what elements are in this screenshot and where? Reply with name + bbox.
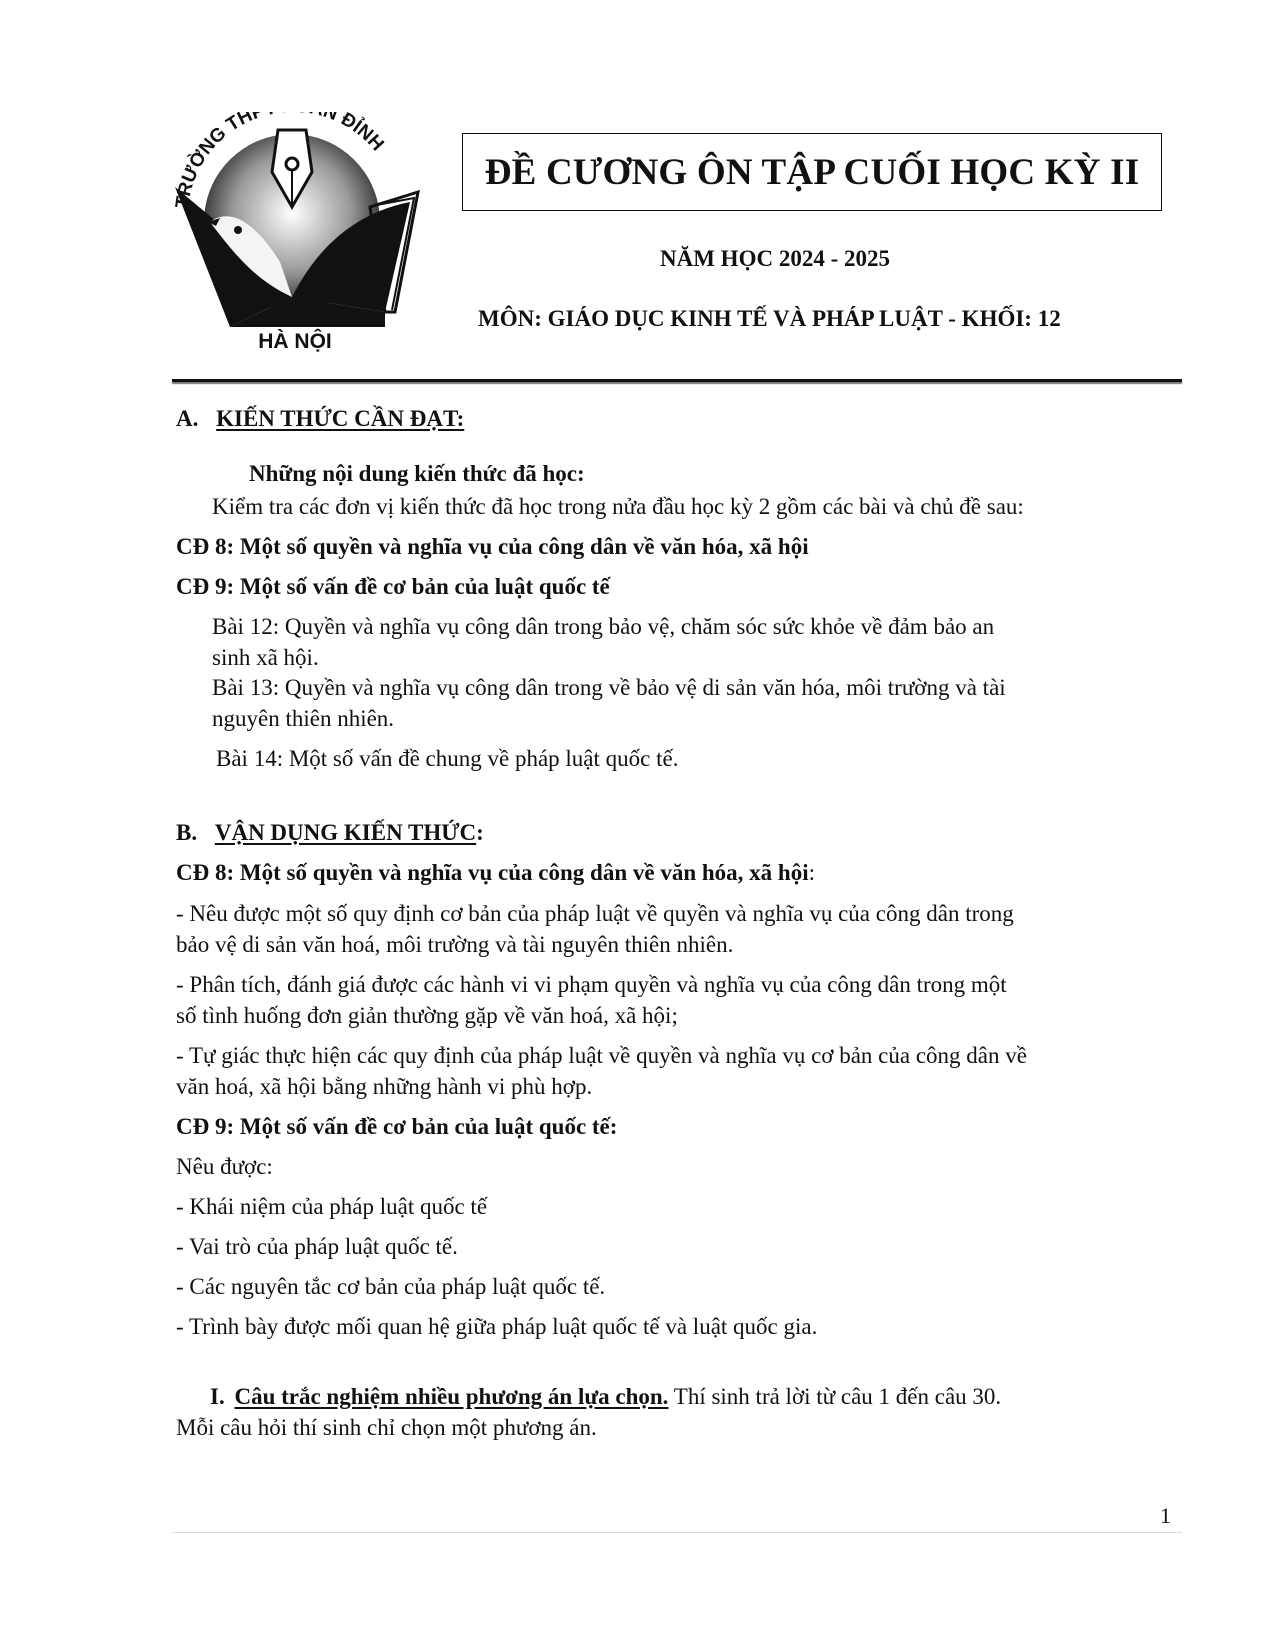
- section-a-title: KIẾN THỨC CẦN ĐẠT:: [216, 406, 465, 431]
- part-i-prefix: I.: [210, 1384, 225, 1409]
- section-b-heading: [176, 818, 484, 848]
- section-b-cd8-title: CĐ 8: Một số quyền và nghĩa vụ của công dân về văn hóa, xã hội: [176, 860, 809, 885]
- cd8-item-3-line2: văn hoá, xã hội bằng những hành vi phù hợp.: [176, 1074, 593, 1099]
- logo-arc-text: TRƯỜNG THP N ĐỈNH: [172, 112, 388, 210]
- lesson-12-line2: sinh xã hội.: [212, 645, 319, 670]
- section-a-heading: [176, 404, 464, 434]
- part-i-text: Thí sinh trả lời từ câu 1 đến câu 30.: [668, 1384, 1002, 1409]
- section-b-cd8-colon: :: [808, 860, 815, 885]
- title-box: [462, 133, 1162, 211]
- school-year: NĂM HỌC 2024 - 2025: [660, 246, 890, 271]
- footer-divider: [172, 1532, 1182, 1533]
- lesson-14-line1: Bài 14: Một số vấn đề chung về pháp luật quốc tế.: [216, 746, 679, 771]
- section-b-colon: :: [476, 820, 484, 845]
- section-b-cd8: [176, 858, 815, 888]
- page-title: ĐỀ CƯƠNG ÔN TẬP CUỐI HỌC KỲ II: [484, 151, 1140, 193]
- section-a-cd8: CĐ 8: Một số quyền và nghĩa vụ của công dân về văn hóa, xã hội: [176, 534, 809, 559]
- section-a-prefix: A.: [176, 406, 199, 431]
- cd9-intro: Nêu được:: [176, 1154, 273, 1179]
- cd8-item-2-line2: số tình huống đơn giản thường gặp về văn hoá, xã hội;: [176, 1003, 678, 1028]
- cd8-item-1-line2: bảo vệ di sản văn hoá, môi trường và tài nguyên thiên nhiên.: [176, 932, 734, 957]
- part-i-line2: Mỗi câu hỏi thí sinh chỉ chọn một phương án.: [176, 1415, 597, 1440]
- section-a-subheading: Những nội dung kiến thức đã học:: [249, 461, 585, 486]
- section-b-title: VẬN DỤNG KIẾN THỨC: [214, 820, 477, 845]
- logo-city-text: HÀ NỘI: [258, 330, 332, 352]
- cd8-item-2-line1: - Phân tích, đánh giá được các hành vi vi phạm quyền và nghĩa vụ của công dân trong một: [176, 972, 1007, 997]
- part-i-heading: Câu trắc nghiệm nhiều phương án lựa chọn.: [234, 1384, 669, 1409]
- section-a-intro: Kiểm tra các đơn vị kiến thức đã học trong nửa đầu học kỳ 2 gồm các bài và chủ đề sau:: [212, 494, 1024, 519]
- lesson-12-line1: Bài 12: Quyền và nghĩa vụ công dân trong bảo vệ, chăm sóc sức khỏe về đảm bảo an: [212, 614, 995, 639]
- lesson-13-line1: Bài 13: Quyền và nghĩa vụ công dân trong về bảo vệ di sản văn hóa, môi trường và tài: [212, 675, 1006, 700]
- section-b-cd9: CĐ 9: Một số vấn đề cơ bản của luật quốc tế:: [176, 1114, 618, 1139]
- cd9-item-2: - Vai trò của pháp luật quốc tế.: [176, 1234, 458, 1259]
- header-divider: [172, 379, 1182, 382]
- lesson-13-line2: nguyên thiên nhiên.: [212, 706, 395, 731]
- section-b-prefix: B.: [176, 820, 198, 845]
- cd9-item-1: - Khái niệm của pháp luật quốc tế: [176, 1194, 488, 1219]
- cd9-item-3: - Các nguyên tắc cơ bản của pháp luật quốc tế.: [176, 1274, 606, 1299]
- cd8-item-1-line1: - Nêu được một số quy định cơ bản của pháp luật về quyền và nghĩa vụ của công dân trong: [176, 901, 1014, 926]
- page-number: 1: [1160, 1503, 1171, 1528]
- part-i-line1: [210, 1382, 1001, 1412]
- school-emblem-icon: [170, 112, 420, 352]
- subject-line: MÔN: GIÁO DỤC KINH TẾ VÀ PHÁP LUẬT - KHỐI: 12: [478, 306, 1061, 331]
- cd8-item-3-line1: - Tự giác thực hiện các quy định của pháp luật về quyền và nghĩa vụ cơ bản của công dân về: [176, 1043, 1027, 1068]
- section-a-cd9: CĐ 9: Một số vấn đề cơ bản của luật quốc tế: [176, 574, 610, 599]
- cd9-item-4: - Trình bày được mối quan hệ giữa pháp luật quốc tế và luật quốc gia.: [176, 1314, 818, 1339]
